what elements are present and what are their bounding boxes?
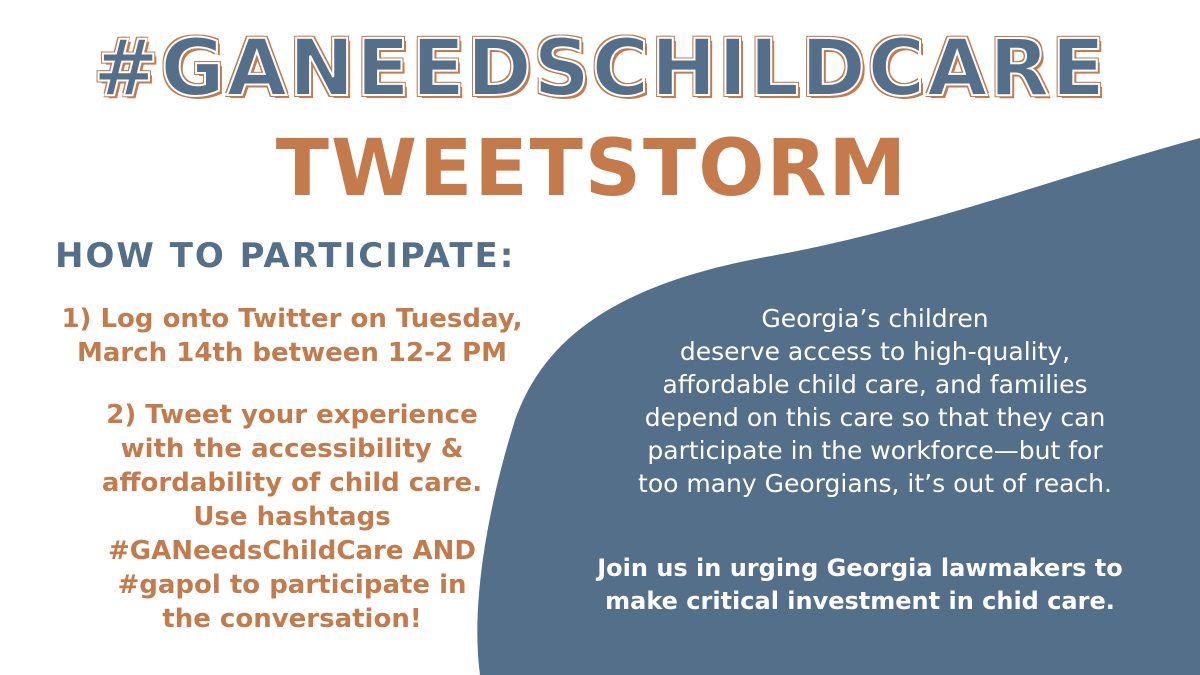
tweetstorm-title: TWEETSTORM	[275, 124, 909, 214]
cta-line: make critical investment in chid care.	[605, 587, 1115, 615]
hashtag-title: #GANEEDSCHILDCARE	[93, 24, 1107, 114]
cta-line: Join us in urging Georgia lawmakers to	[597, 554, 1123, 582]
message-line: affordable child care, and families	[662, 370, 1088, 399]
step-two-line: #GANeedsChildCare AND	[108, 536, 476, 566]
step-two-line: the conversation!	[162, 604, 422, 634]
step-one	[12, 302, 572, 370]
message-body	[565, 302, 1185, 500]
step-two	[12, 398, 572, 636]
step-two-line: with the accessibility &	[120, 434, 464, 464]
step-one-line: 1) Log onto Twitter on Tuesday,	[61, 304, 523, 334]
step-two-line: affordability of child care.	[101, 468, 483, 498]
message-line: Georgia’s children	[761, 304, 989, 333]
step-two-line: Use hashtags	[193, 502, 391, 532]
message-line: depend on this care so that they can	[644, 403, 1106, 432]
step-one-line: March 14th between 12-2 PM	[77, 338, 507, 368]
message-line: participate in the workforce—but for	[647, 436, 1103, 465]
call-to-action	[540, 552, 1180, 618]
step-two-line: #gapol to participate in	[117, 570, 467, 600]
how-to-participate-heading: HOW TO PARTICIPATE:	[55, 236, 516, 276]
step-two-line: 2) Tweet your experience	[106, 400, 478, 430]
message-line: too many Georgians, it’s out of reach.	[638, 469, 1112, 498]
message-line: deserve access to high-quality,	[679, 337, 1071, 366]
